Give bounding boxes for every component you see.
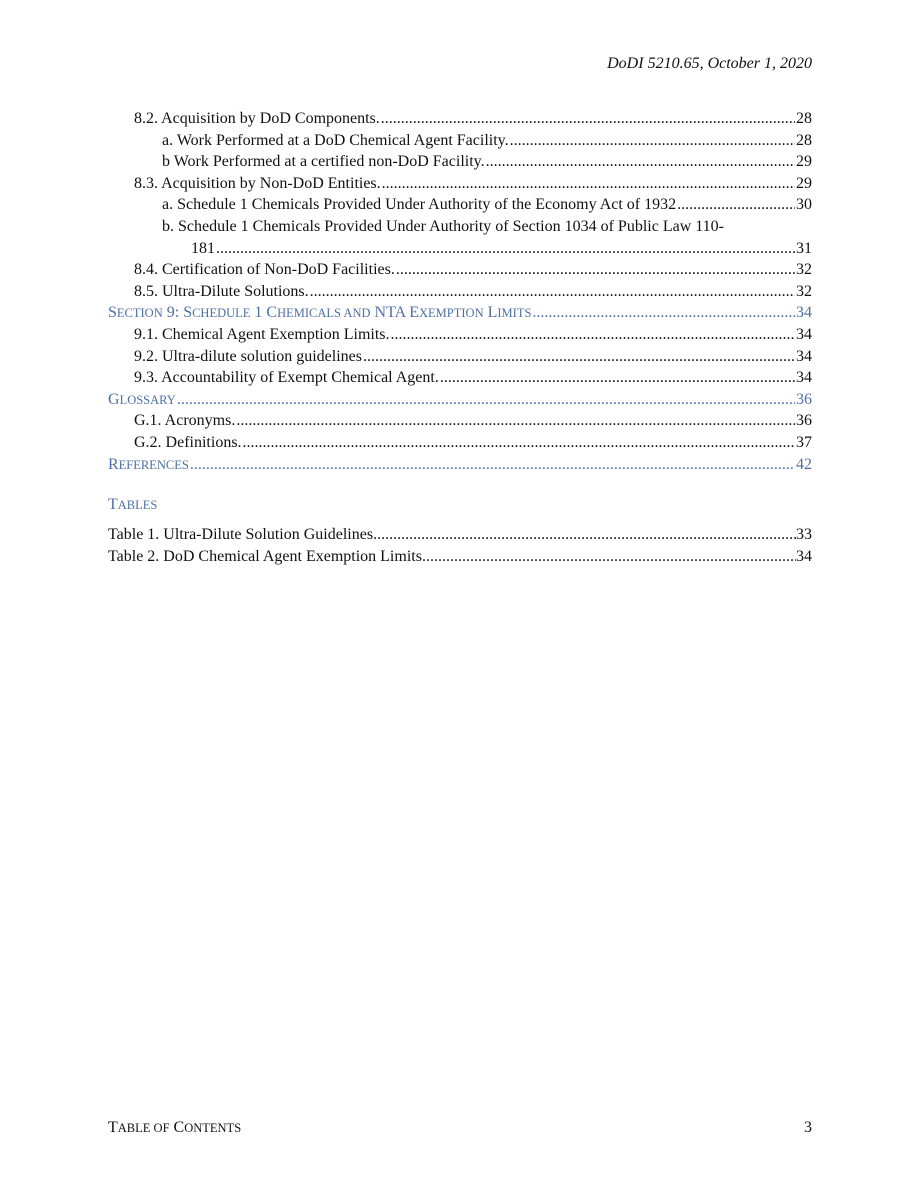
toc-section-label: SECTION 9: SCHEDULE 1 CHEMICALS AND NTA EXEMPTION LIMITS (108, 304, 532, 322)
table-entry-label: Table 1. Ultra-Dilute Solution Guidelines (108, 526, 374, 543)
toc-entry-9-1[interactable] (108, 324, 812, 346)
toc-entry-label: 181 (191, 239, 215, 257)
toc-page-number: 30 (796, 196, 812, 214)
toc-page-number: 36 (796, 412, 812, 430)
toc-page-number: 29 (796, 153, 812, 171)
dot-leader (216, 238, 795, 260)
dot-leader (510, 130, 795, 152)
toc-page-number: 34 (796, 369, 812, 387)
toc-page-number: 28 (796, 131, 812, 149)
toc-entry-8-2-b[interactable] (108, 151, 812, 173)
toc-entry-label: G.2. Definitions. (134, 433, 242, 451)
dot-leader (177, 389, 795, 411)
dot-leader (373, 524, 796, 546)
toc-page-number: 36 (796, 390, 812, 408)
toc-page-number: 31 (796, 239, 812, 257)
toc-entry-label: G.1. Acronyms. (134, 412, 236, 430)
toc-page-number: 28 (796, 110, 812, 127)
toc-section-label: GLOSSARY (108, 390, 176, 408)
toc-entry-8-3-a[interactable] (108, 194, 812, 216)
dot-leader (381, 108, 795, 130)
toc-entry-label: a. Work Performed at a DoD Chemical Agent Facility. (162, 131, 509, 149)
toc-page-number: 42 (796, 455, 812, 473)
toc-entry-8-3-b-line1[interactable]: b. Schedule 1 Chemicals Provided Under Authority of Section 1034 of Public Law 110- (162, 217, 724, 235)
table-entry-2[interactable] (108, 546, 812, 568)
dot-leader (422, 546, 796, 568)
toc-entry-label: 9.2. Ultra-dilute solution guidelines (134, 347, 362, 365)
dot-leader (396, 259, 795, 281)
toc-entry-9-2[interactable] (108, 346, 812, 368)
toc-entry-9-3[interactable] (108, 367, 812, 389)
dot-leader (363, 346, 795, 368)
tables-heading: TABLES (108, 496, 158, 513)
toc-entry-8-5[interactable] (108, 281, 812, 303)
toc-entry-label: 8.5. Ultra-Dilute Solutions. (134, 282, 309, 300)
toc-entry-label: 8.2. Acquisition by DoD Components. (134, 110, 380, 127)
toc-entry-label: 9.1. Chemical Agent Exemption Limits. (134, 325, 390, 343)
footer-section-title: TABLE OF CONTENTS (108, 1119, 242, 1136)
toc-entry-8-3[interactable] (108, 173, 812, 195)
table-of-contents (108, 108, 812, 475)
toc-entry-label: b Work Performed at a certified non-DoD Facility. (162, 153, 485, 171)
toc-section-label: REFERENCES (108, 455, 189, 473)
toc-references[interactable] (108, 454, 812, 476)
dot-leader (532, 302, 795, 324)
toc-entry-label: a. Schedule 1 Chemicals Provided Under Authority of the Economy Act of 1932 (162, 196, 677, 214)
toc-entry-label: 8.4. Certification of Non-DoD Facilities. (134, 261, 395, 279)
dot-leader (382, 173, 795, 195)
toc-page-number: 34 (796, 347, 812, 365)
table-entry-label: Table 2. DoD Chemical Agent Exemption Limits (108, 547, 422, 565)
dot-leader (310, 281, 795, 303)
running-header: DoDI 5210.65, October 1, 2020 (607, 55, 812, 72)
toc-page-number: 32 (796, 282, 812, 300)
toc-page-number: 34 (796, 304, 812, 322)
dot-leader (236, 410, 795, 432)
dot-leader (440, 367, 795, 389)
dot-leader (243, 432, 795, 454)
table-page-number: 33 (796, 526, 812, 543)
dot-leader (391, 324, 795, 346)
dot-leader (677, 194, 795, 216)
toc-entry-8-4[interactable] (108, 259, 812, 281)
toc-page-number: 37 (796, 433, 812, 451)
table-page-number: 34 (796, 547, 812, 565)
table-entry-1[interactable] (108, 524, 812, 546)
toc-section-9[interactable] (108, 302, 812, 324)
dot-leader (486, 151, 795, 173)
toc-entry-8-2[interactable] (108, 108, 812, 130)
dot-leader (190, 454, 795, 476)
toc-entry-8-2-a[interactable] (108, 130, 812, 152)
toc-entry-label: 9.3. Accountability of Exempt Chemical Agent. (134, 369, 439, 387)
footer-page-number: 3 (804, 1119, 812, 1136)
toc-entry-g-2[interactable] (108, 432, 812, 454)
toc-page-number: 29 (796, 174, 812, 192)
toc-glossary[interactable] (108, 389, 812, 411)
toc-entry-g-1[interactable] (108, 410, 812, 432)
list-of-tables (108, 524, 812, 567)
toc-page-number: 34 (796, 325, 812, 343)
toc-entry-8-3-b[interactable] (108, 238, 812, 260)
toc-entry-label: 8.3. Acquisition by Non-DoD Entities. (134, 174, 381, 192)
toc-page-number: 32 (796, 261, 812, 279)
